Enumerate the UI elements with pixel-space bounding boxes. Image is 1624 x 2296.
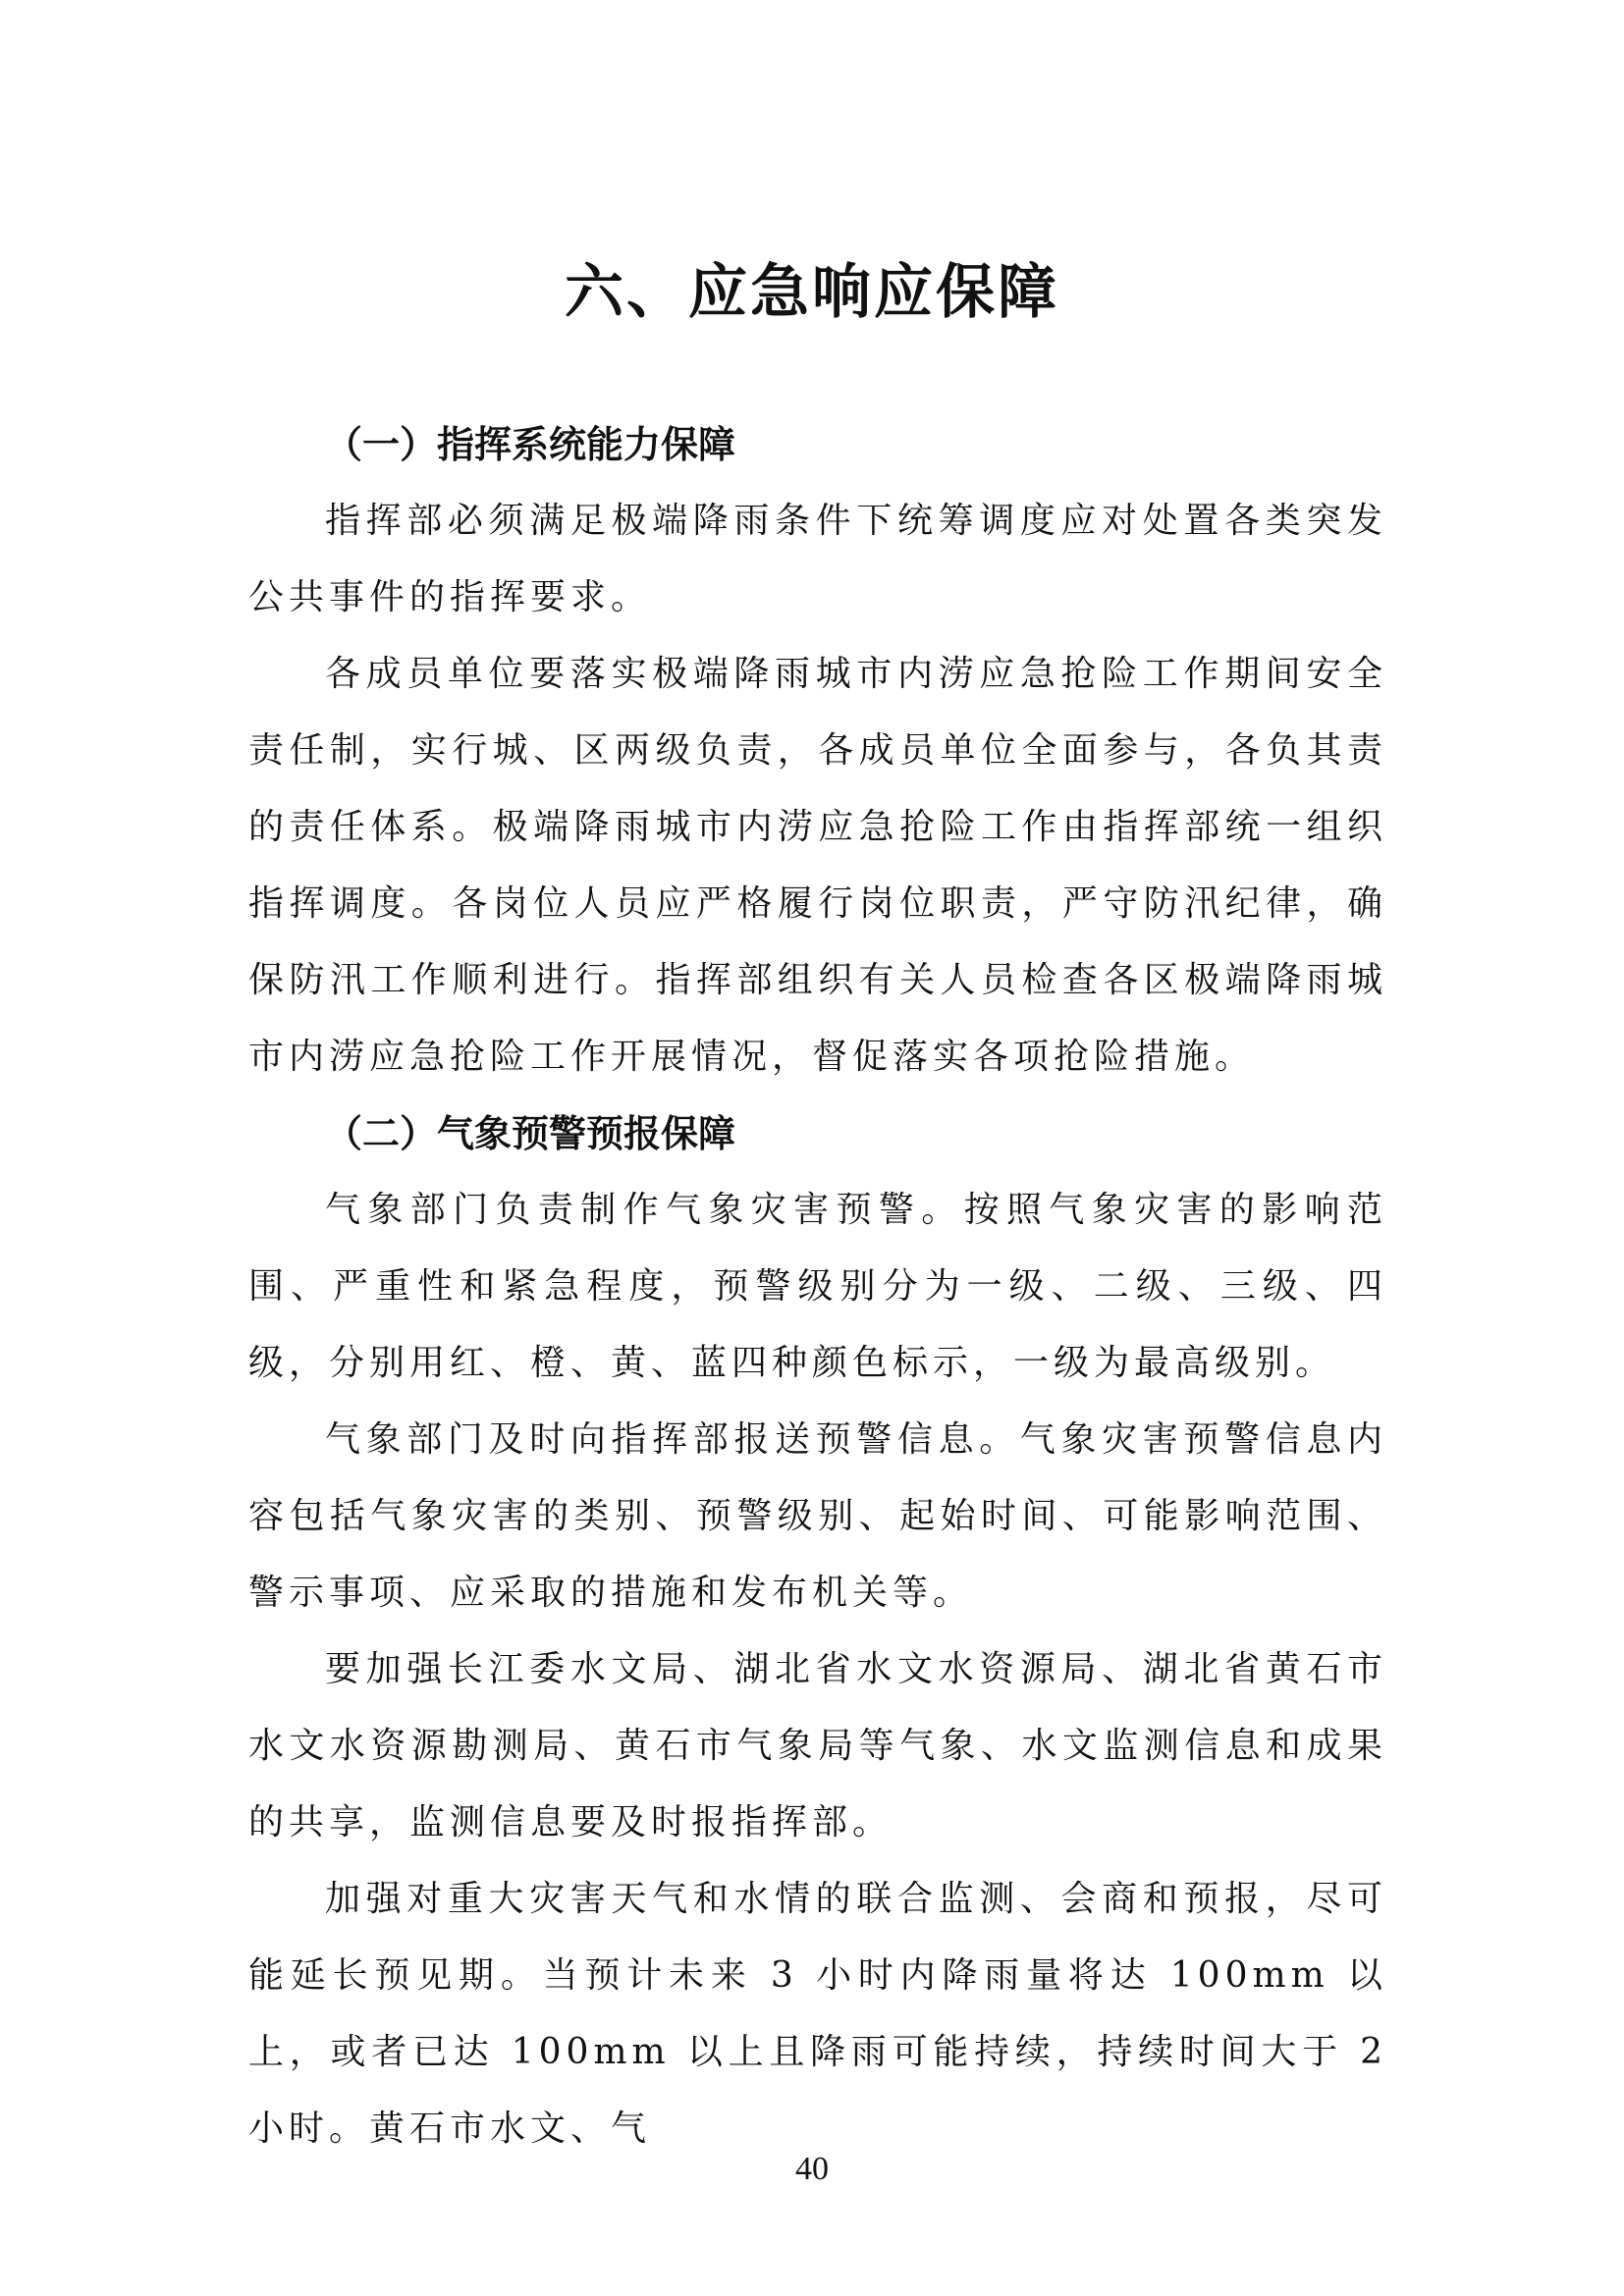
page-number: 40 xyxy=(795,2151,829,2187)
section-heading-command-system: （一）指挥系统能力保障 xyxy=(325,423,736,466)
paragraph: 加强对重大灾害天气和水情的联合监测、会商和预报，尽可能延长预见期。当预计未来 3 小时内降雨量将达 100mm 以上，或者已达 100mm 以上且降雨可能持续，持续时间大于 2 小时。黄石市水文、气 xyxy=(248,1879,1387,2149)
document-body xyxy=(248,406,1387,2167)
paragraph: 气象部门负责制作气象灾害预警。按照气象灾害的影响范围、严重性和紧急程度，预警级别分为一级、二级、三级、四级，分别用红、橙、黄、蓝四种颜色标示，一级为最高级别。 xyxy=(248,1190,1387,1383)
section-heading-weather-warning: （二）气象预警预报保障 xyxy=(325,1112,736,1155)
paragraph: 指挥部必须满足极端降雨条件下统筹调度应对处置各类突发公共事件的指挥要求。 xyxy=(248,501,1387,617)
paragraph: 要加强长江委水文局、湖北省水文水资源局、湖北省黄石市水文水资源勘测局、黄石市气象局等气象、水文监测信息和成果的共享，监测信息要及时报指挥部。 xyxy=(248,1649,1387,1842)
paragraph: 各成员单位要落实极端降雨城市内涝应急抢险工作期间安全责任制，实行城、区两级负责，各成员单位全面参与，各负其责的责任体系。极端降雨城市内涝应急抢险工作由指挥部统一组织指挥调度。各岗位人员应严格履行岗位职责，严守防汛纪律，确保防汛工作顺利进行。指挥部组织有关人员检查各区极端降雨城市内涝应急抢险工作开展情况，督促落实各项抢险措施。 xyxy=(248,654,1387,1077)
paragraph: 气象部门及时向指挥部报送预警信息。气象灾害预警信息内容包括气象灾害的类别、预警级别、起始时间、可能影响范围、警示事项、应采取的措施和发布机关等。 xyxy=(248,1419,1387,1613)
page-title: 六、应急响应保障 xyxy=(565,258,1059,327)
